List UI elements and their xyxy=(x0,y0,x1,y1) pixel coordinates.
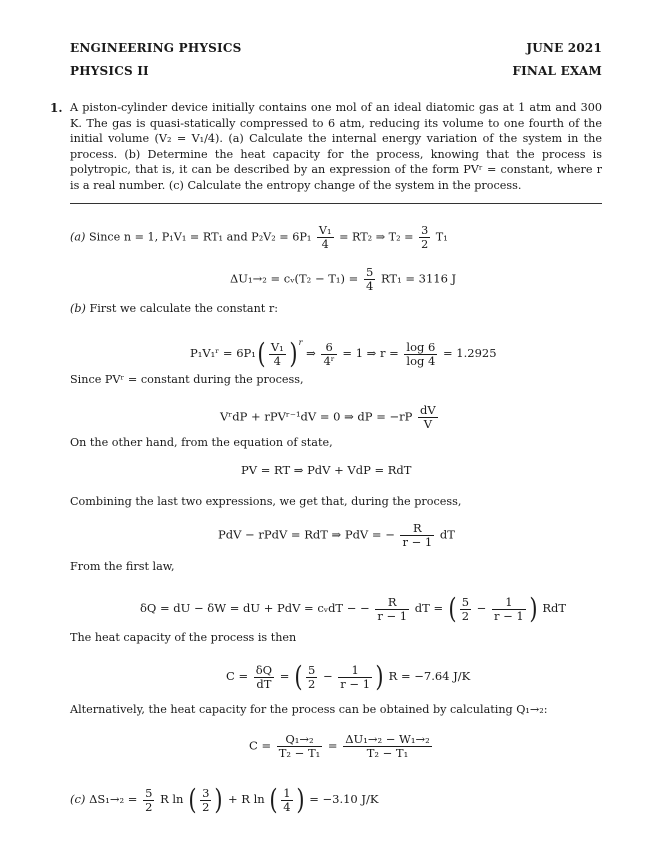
fraction-denominator: 4 xyxy=(365,279,374,293)
exam-type: FINAL EXAM xyxy=(512,64,602,78)
eq-first-law xyxy=(140,594,566,624)
eq-fraction-3-2 xyxy=(200,787,211,814)
fraction-denominator: 2 xyxy=(421,238,429,251)
fraction-denominator: T₂ − T₁ xyxy=(366,746,409,760)
fraction-denominator: r − 1 xyxy=(493,608,524,623)
question-number: 1. xyxy=(50,101,63,115)
left-paren: ( xyxy=(188,783,197,816)
part-a-fraction-3-2 xyxy=(419,224,430,251)
eq-fraction-5-2 xyxy=(306,664,317,691)
eq-right: RdT xyxy=(542,601,567,615)
fraction-numerator: 6 xyxy=(321,341,336,355)
eq-left: C = xyxy=(226,669,249,683)
eq-left: PdV − rPdV = RdT ⇒ PdV = − xyxy=(218,527,395,542)
eq-left: VʳdP + rPVʳ⁻¹dV = 0 ⇒ dP = −rP xyxy=(220,409,413,424)
alternative-text: Alternatively, the heat capacity for the process can be obtained by calculating Q₁→₂: xyxy=(70,703,548,716)
eq-right: R = −7.64 J/K xyxy=(388,669,471,683)
fraction-numerator: 5 xyxy=(365,265,374,279)
eq-state: PV = RT ⇒ PdV + VdP = RdT xyxy=(241,463,412,477)
combining-text: Combining the last two expressions, we get that, during the process, xyxy=(70,495,462,508)
fraction-denominator: V xyxy=(423,417,432,431)
part-a-fraction-v1-4 xyxy=(317,224,334,251)
eq-left: P₁V₁ʳ = 6P₁ xyxy=(190,346,256,360)
eq-fraction-r xyxy=(400,522,434,549)
left-paren: ( xyxy=(269,783,278,816)
part-c-entropy xyxy=(70,785,378,815)
eq-fraction-5-2 xyxy=(143,787,154,814)
eq-fraction-1-4 xyxy=(281,787,292,814)
fraction-denominator: 4 xyxy=(321,238,329,251)
eq-differential xyxy=(220,404,440,431)
eq-fraction-q xyxy=(277,733,323,760)
part-b-intro xyxy=(70,301,278,316)
fraction-numerator: Q₁→₂ xyxy=(277,733,323,747)
fraction-numerator: R xyxy=(375,596,409,610)
minus-sign: − xyxy=(322,669,333,683)
eq-fraction-log xyxy=(404,341,437,368)
fraction-numerator: 1 xyxy=(283,785,291,800)
part-a-intro-2: = RT₂ ⇒ T₂ = xyxy=(339,230,414,244)
eq-fraction-1-r xyxy=(338,664,372,691)
right-paren: ) xyxy=(214,783,223,816)
other-hand-text: On the other hand, from the equation of state, xyxy=(70,436,333,449)
eq-mid-1: R ln xyxy=(160,792,184,806)
fraction-numerator: 5 xyxy=(308,662,316,677)
part-a-intro xyxy=(70,224,448,251)
fraction-denominator: 2 xyxy=(461,608,470,623)
first-law-text: From the first law, xyxy=(70,560,175,573)
fraction-denominator: r − 1 xyxy=(402,535,433,549)
since-text: Since PVʳ = constant during the process, xyxy=(70,373,304,386)
divider-rule xyxy=(70,203,602,204)
fraction-numerator: ΔU₁→₂ − W₁→₂ xyxy=(345,732,430,746)
eq-pdv xyxy=(218,522,455,549)
eq-left: ΔS₁→₂ = xyxy=(89,792,138,806)
fraction-denominator: log 4 xyxy=(406,353,436,368)
part-c-label: (c) xyxy=(70,792,86,806)
fraction-denominator: 2 xyxy=(145,799,153,814)
exponent: r xyxy=(298,338,303,347)
fraction-denominator: r − 1 xyxy=(377,608,408,623)
eq-internal-energy xyxy=(230,266,456,293)
course-title: ENGINEERING PHYSICS xyxy=(70,41,242,55)
left-paren: ( xyxy=(294,660,303,693)
fraction-denominator: 4ʳ xyxy=(323,353,335,368)
right-paren: ) xyxy=(529,592,538,625)
eq-paren-fraction xyxy=(269,341,286,368)
fraction-numerator: R xyxy=(400,522,434,536)
eq-result: = −3.10 J/K xyxy=(309,792,379,806)
fraction-denominator: T₂ − T₁ xyxy=(278,746,321,760)
minus-sign: − xyxy=(476,601,487,615)
eq-fraction xyxy=(364,266,375,293)
eq-fraction-dv xyxy=(418,404,438,431)
eq-constant-r xyxy=(190,335,497,369)
part-a-intro-1: Since n = 1, P₁V₁ = RT₁ and P₂V₂ = 6P₁ xyxy=(88,230,312,244)
implies: ⇒ xyxy=(306,346,316,360)
fraction-numerator: 5 xyxy=(145,785,153,800)
right-paren: ) xyxy=(289,337,298,370)
fraction-denominator: 4 xyxy=(283,799,291,814)
equals-sign: = xyxy=(327,738,338,753)
eq-fraction-dq-dt xyxy=(254,664,274,691)
fraction-denominator: dT xyxy=(256,676,272,691)
fraction-numerator: V₁ xyxy=(270,339,284,354)
fraction-numerator: V₁ xyxy=(318,224,332,237)
eq-fraction-1-r xyxy=(492,596,526,623)
eq-right: RT₁ = 3116 J xyxy=(380,271,457,286)
eq-fraction-5-2 xyxy=(460,596,471,623)
fraction-numerator: 1 xyxy=(492,596,526,610)
eq-right: dT xyxy=(439,527,455,542)
fraction-denominator: 2 xyxy=(202,799,210,814)
fraction-denominator: r − 1 xyxy=(340,676,371,691)
part-b-intro-text: First we calculate the constant r: xyxy=(89,302,278,315)
fraction-denominator: 2 xyxy=(308,676,316,691)
exam-date: JUNE 2021 xyxy=(526,41,602,55)
eq-heat-capacity-alt xyxy=(249,733,434,760)
eq-left: ΔU₁→₂ = cᵥ(T₂ − T₁) = xyxy=(230,271,359,286)
eq-left: C = xyxy=(249,738,272,753)
eq-left: δQ = dU − δW = dU + PdV = cᵥdT − − xyxy=(140,601,370,615)
fraction-numerator: dV xyxy=(420,403,436,417)
equals-sign: = xyxy=(279,669,290,683)
eq-result: = 1.2925 xyxy=(443,346,497,360)
fraction-numerator: log 6 xyxy=(406,339,436,354)
eq-fraction-r xyxy=(375,596,409,623)
left-paren: ( xyxy=(448,592,457,625)
heat-capacity-text: The heat capacity of the process is then xyxy=(70,631,297,644)
fraction-numerator: 5 xyxy=(461,594,470,609)
part-b-label: (b) xyxy=(70,302,86,315)
eq-mid: = 1 ⇒ r = xyxy=(342,346,399,360)
right-paren: ) xyxy=(375,660,384,693)
fraction-denominator: 4 xyxy=(273,353,281,368)
eq-fraction-du-w xyxy=(343,733,431,760)
right-paren: ) xyxy=(295,783,305,816)
part-a-label: (a) xyxy=(70,230,86,244)
fraction-numerator: 3 xyxy=(202,785,210,800)
question-text: A piston-cylinder device initially contains one mol of an ideal diatomic gas at 1 atm and 300 K. The gas is quasi-statically compressed to 6 atm, reducing its volume to one fourth of the initial volume (V₂ = V₁/4). (a) Calculate the internal energy variation of the system in the process. (b) Determine the heat capacity for the process, knowing that the process is polytropic, that is, it can be described by an expression of the form PVʳ = constant, where r is a real number. (c) Calculate the entropy change of the system in the process. xyxy=(70,101,602,192)
eq-mid-2: + R ln xyxy=(227,792,265,806)
eq-mid: dT = xyxy=(414,601,444,615)
fraction-numerator: 1 xyxy=(338,664,372,678)
eq-fraction-6 xyxy=(321,341,336,368)
course-subtitle: PHYSICS II xyxy=(70,64,149,78)
fraction-numerator: δQ xyxy=(255,662,273,677)
eq-heat-capacity xyxy=(226,662,470,692)
fraction-numerator: 3 xyxy=(421,224,429,237)
left-paren: ( xyxy=(257,337,266,370)
part-a-intro-3: T₁ xyxy=(435,230,448,244)
